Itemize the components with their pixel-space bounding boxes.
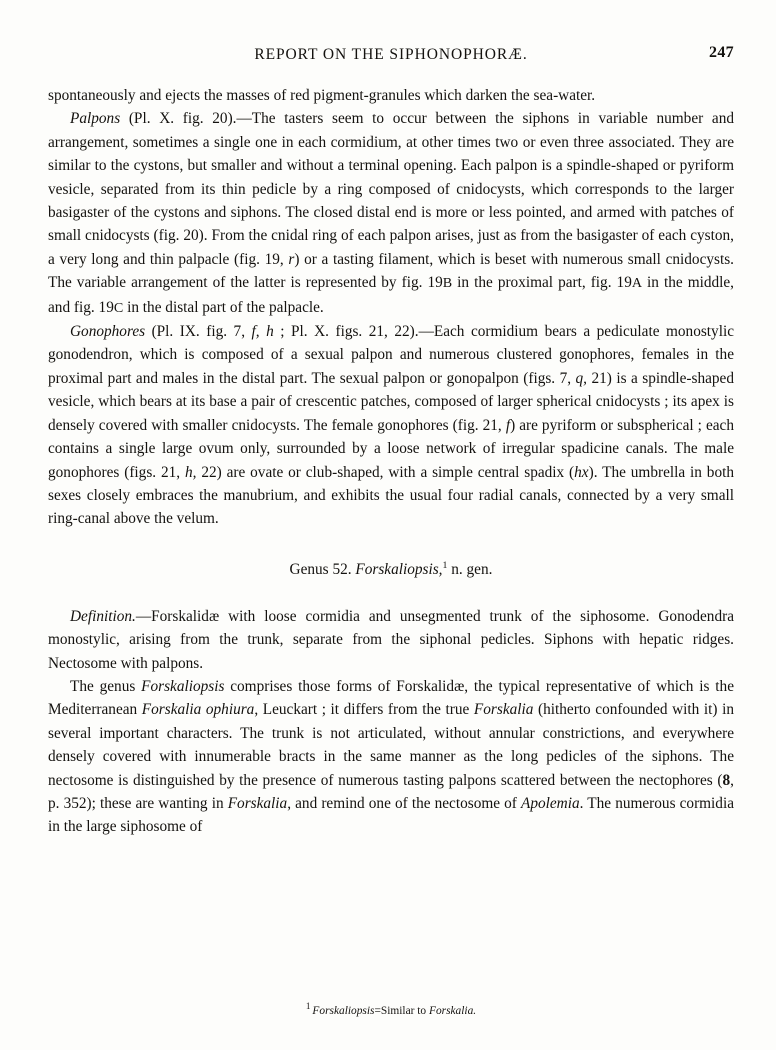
page-number: 247 [709,44,734,61]
paragraph-continued [48,84,734,107]
genus-italic-apolemia: Apolemia [521,794,580,812]
palpons-text-5: in the distal part of the palpacle. [123,298,324,316]
footnote-marker: 1 [305,1001,311,1012]
definition-text: —Forskalidæ with loose cormidia and unsegmented trunk of the siphosome. Gonodendra monostylic, arising from the trunk, separate from the siphonal pedicles. Siphons with hepatic ridges. Nectosome with palpons. [48,607,734,672]
footnote-italic-term: Forskaliopsis [312,1005,375,1017]
palpons-text-2: ) or a tasting filament, which is beset with numerous small cnidocysts. The variable arrangement of the latter is represented by fig. 19 [48,250,734,292]
palpons-ref-b: B [442,275,453,292]
genus-text-3: , Leuckart ; it differs from the true [254,701,474,719]
palpons-text-4: in the middle, and fig. 19 [48,274,735,316]
page-header [48,46,734,68]
genus-italic-forskaliopsis: Forskaliopsis [141,677,225,695]
genus-heading [48,561,734,579]
definition-lead-term: Definition. [70,607,136,625]
footnote-text: =Similar to [374,1005,429,1017]
genus-italic-forskalia-ophiura: Forskalia ophiura [141,701,255,719]
footnote-area [48,1001,734,1018]
paragraph-genus-discussion [48,675,734,839]
paragraph-definition [48,605,734,675]
genus-text-5: , p. 352); these are wanting in [48,771,734,812]
gonophores-ref-hx: hx [574,463,589,481]
gonophores-lead-term: Gonophores [70,323,146,341]
palpons-text-3: in the proximal part, fig. 19 [452,274,632,292]
gonophores-text-5: 22) are ovate or club-shaped, with a simple central spadix ( [196,463,575,481]
genus-text-7: . The numerous cormidia in the large siphosome of [48,794,734,836]
paragraph-gonophores [48,320,734,531]
palpons-text-1: (Pl. X. fig. 20).—The tasters seem to occur between the siphons in variable number and arrangement, sometimes a single one in each cormidium, at other times two or even three associated. They are similar to the cystons, but smaller and without a terminal opening. Each palpon is a spindle-shaped or pyriform vesicle, separated from its thin pedicle by a ring composed of cnidocysts, which corresponds to the larger basigaster of the cystons and siphons. The closed distal end is more or less pointed, and armed with patches of small cnidocysts (fig. 20). From the cnidal ring of each palpon arises, just as from the basigaster of each cyston, a very long and thin palpacle (fig. 19, [48,110,734,268]
palpons-ref-c: C [113,299,124,316]
gonophores-text-6: ). The umbrella in both sexes closely embraces the manubrium, and exhibits the usual four radial canals, connected by a very small ring-canal above the velum. [48,463,734,528]
genus-text-4: (hitherto confounded with it) in several important characters. The trunk is not articulated, without annular constrictions, and everywhere densely covered with innumerable bracts in the same manner as the long pedicles of the siphons. The nectosome is distinguished by the presence of numerous tasting palpons scattered between the nectophores ( [48,701,734,789]
palpons-lead-term: Palpons [70,110,121,128]
gonophores-ref-h: h, [184,463,197,481]
footnote [48,1001,734,1018]
palpons-ref-a: A [631,275,643,292]
gonophores-text-1: (Pl. IX. fig. 7, [145,323,252,341]
genus-text-6: , and remind one of the nectosome of [287,794,521,812]
gonophores-ref-q: q, [575,369,588,387]
genus-heading-suffix: n. gen. [447,560,493,578]
paragraph-continued-text: spontaneously and ejects the masses of red pigment-granules which darken the sea-water. [48,87,596,104]
page-body [48,84,734,839]
genus-italic-forskalia-2: Forskalia [227,794,288,812]
palpons-ref-r: r [288,250,295,268]
footnote-italic-term-2: Forskalia. [428,1005,477,1017]
genus-italic-forskalia: Forskalia [473,701,534,719]
genus-heading-name: Forskaliopsis, [355,560,443,578]
genus-text-1: The genus [70,677,142,695]
genus-reference-number: 8 [722,771,731,789]
paragraph-palpons [48,107,734,320]
gonophores-ref-fh: f, h [251,323,274,341]
genus-heading-prefix: Genus 52. [289,560,356,578]
genus-text-2: comprises those forms of Forskalidæ, the typical representative of which is the Mediterranean [48,677,734,719]
gonophores-text-2: ; Pl. X. figs. 21, 22).—Each cormidium bears a pediculate monostylic gonodendron, which is composed of a sexual palpon and numerous clustered gonophores, females in the proximal part and males in the distal part. The sexual palpon or gonopalpon (figs. 7, [48,323,734,387]
gonophores-text-4: ) are pyriform or subspherical ; each contains a single large ovum only, surrounded by a loose network of irregular spadicine canals. The male gonophores (figs. 21, [48,416,734,481]
gonophores-text-3: 21) is a spindle-shaped vesicle, which bears at its base a pair of crescentic patches, composed of larger spherical cnidocysts ; its apex is densely covered with smaller cnidocysts. The female gonophores (fig. 21, [48,369,734,434]
gonophores-ref-f: f [505,416,511,434]
running-title: REPORT ON THE SIPHONOPHORÆ. [254,46,528,63]
genus-heading-footnote-marker: 1 [442,559,448,571]
